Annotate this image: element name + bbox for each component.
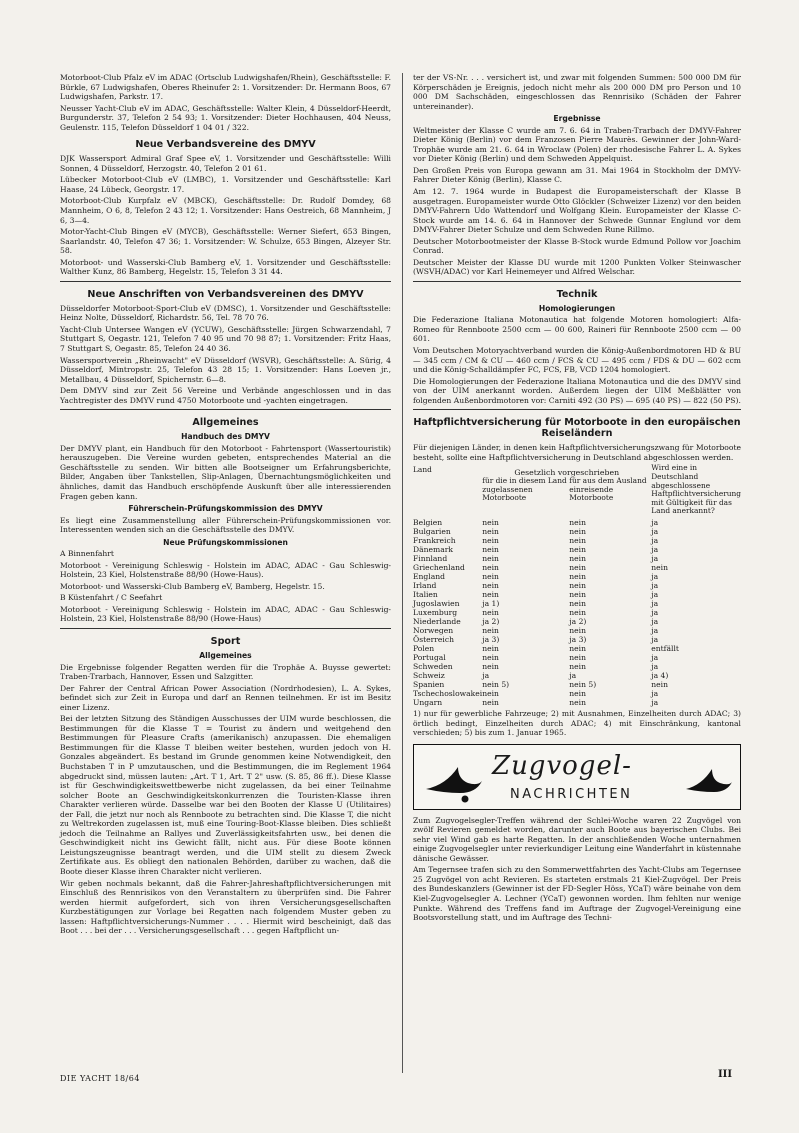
cell-domestic: nein	[482, 580, 499, 590]
cell-domestic: nein	[482, 571, 499, 581]
subsection-heading: Ergebnisse	[553, 114, 601, 124]
section-heading: Technik	[556, 288, 598, 300]
list-item: Motorboot - Vereinigung Schleswig - Holstein im ADAC, ADAC - Gau Schleswig-Holstein, 23 Kiel, Holstenstraße 88/90 (Howe-Haus).	[60, 560, 391, 580]
paragraph: Es liegt eine Zusammenstellung aller Führerschein-Prüfungskommissionen vor. Interessenten wenden sich an die Geschäftsstelle des DMYV.	[60, 515, 391, 535]
table-row	[413, 599, 741, 608]
page-number: III	[718, 1069, 733, 1080]
cell-recognized: ja	[651, 688, 659, 698]
cell-domestic: nein	[482, 607, 499, 617]
section-heading: Neue Anschriften von Verbandsvereinen des DMYV	[87, 288, 364, 300]
cell-recognized: ja	[651, 526, 659, 536]
cell-foreign: ja	[569, 670, 577, 680]
cell-foreign: nein	[569, 688, 586, 698]
list-item: A Binnenfahrt	[60, 549, 114, 559]
subsection-heading: Handbuch des DMYV	[181, 432, 270, 442]
paragraph: Den Großen Preis von Europa gewann am 31. Mai 1964 in Stockholm der DMYV-Fahrer Dieter König (Berlin), Klasse C.	[413, 165, 741, 185]
table-row	[413, 545, 741, 554]
cell-domestic: nein	[482, 517, 499, 527]
col-header-group: Gesetzlich vorgeschrieben	[514, 467, 620, 477]
table-row	[413, 563, 741, 572]
cell-domestic: nein	[482, 544, 499, 554]
table-row	[413, 590, 741, 599]
table-row	[413, 626, 741, 635]
right-column	[413, 73, 741, 925]
cell-land: Finnland	[413, 553, 448, 563]
cell-recognized: ja	[651, 697, 659, 707]
paragraph: ter der VS-Nr. . . . versichert ist, und zwar mit folgenden Summen: 500 000 DM für Körperschäden je Ereignis, jedoch nicht mehr als 200 000 DM pro Person und 10 000 DM Sachschäden, eingeschlossen das Rennrisiko (Schäden der Fahrer untereinander).	[413, 73, 741, 111]
cell-foreign: nein	[569, 535, 586, 545]
paragraph: Am 12. 7. 1964 wurde in Budapest die Europameisterschaft der Klasse B ausgetragen. Europameister wurde Otto Glöckler (Schweizer Lizenz) vor den beiden DMYV-Fahrern Udo Wattendorf und Wolfgang Klein. Europameister der Klasse C-Stock wurde am 14. 6. 64 in Hannover der Schwede Gunnar Englund vor dem DMYV-Fahrer Dieter Schulze und dem Schweden Rune Rillmo.	[413, 186, 741, 235]
paragraph: Weltmeister der Klasse C wurde am 7. 6. 64 in Traben-Trarbach der DMYV-Fahrer Dieter König (Berlin) vor dem Franzosen Pierre Maurès. Gewinner der John-Ward-Trophäe wurde am 21. 6. 64 in Wroclaw (Polen) der rhodesische Fahrer L. A. Sykes vor Dieter König (Berlin) und dem Schweden Appelquist.	[413, 125, 741, 164]
section-heading: Allgemeines	[192, 417, 259, 429]
cell-foreign: nein	[569, 589, 586, 599]
subsection-heading: Führerschein-Prüfungskommission des DMYV	[128, 504, 323, 514]
cell-land: Frankreich	[413, 535, 456, 545]
table-footnote: 1) nur für gewerbliche Fahrzeuge; 2) mit Ausnahmen, Einzelheiten durch ADAC; 3) örtlich bedingt, Einzelheiten durch ADAC; 4) mit Einschränkung, kantonal verschieden; 5) bis zum 1. Januar 1965.	[413, 708, 741, 738]
paragraph: Yacht-Club Untersee Wangen eV (YCUW), Geschäftsstelle: Jürgen Schwarzendahl, 7 Stuttgart S, Oegastr. 121, Telefon 7 40 95 und 70 98 87; 1. Vorsitzender: Fritz Haas, 7 Stuttgart S, Oegastr. 85, Telefon 24 40 36.	[60, 324, 391, 354]
cell-domestic: nein	[482, 625, 499, 635]
cell-land: Schweiz	[413, 670, 445, 680]
cell-domestic: ja	[482, 670, 490, 680]
cell-recognized: ja	[651, 634, 659, 644]
paragraph: Düsseldorfer Motorboot-Sport-Club eV (DMSC), 1. Vorsitzender und Geschäftsstelle: Heinz Nolte, Düsseldorf, Richardstr. 56, Tel. 78 70 76.	[60, 303, 391, 323]
cell-land: Polen	[413, 643, 435, 653]
cell-recognized: nein	[651, 562, 668, 572]
paragraph: Der DMYV plant, ein Handbuch für den Motorboot - Fahrtensport (Wassertouristik) herauszugeben. Die Vereine wurden gebeten, entsprechendes Material an die Geschäftsstelle zu senden. Wir bitten alle Bootseigner um Erfahrungsberichte, Bilder, Angaben über Tankstellen, Slip-Anlagen, Übernachtungsmöglichkeiten und ähnliches, damit das Handbuch erschöpfende Auskunft über alle interessierenden Fragen geben kann.	[60, 443, 391, 501]
cell-domestic: nein	[482, 697, 499, 707]
cell-recognized: ja	[651, 625, 659, 635]
table-row	[413, 617, 741, 626]
table-row	[413, 671, 741, 680]
cell-land: Tschechoslowakei	[413, 688, 483, 698]
paragraph: Wassersportverein „Rheinwacht" eV Düsseldorf (WSVR), Geschäftsstelle: A. Sürig, 4 Düsseldorf, Mintropstr. 25, Telefon 43 28 15; 1. Vorsitzender: Hans Loeven jr., Metallbau, 4 Düsseldorf, Spichernstr. 6—8.	[60, 355, 391, 384]
cell-land: Irland	[413, 580, 437, 590]
section-heading: Sport	[210, 636, 241, 648]
col-header-foreign: für aus dem Ausland einreisende Motorboote	[569, 476, 647, 503]
paragraph: Die Federazione Italiana Motonautica hat folgende Motoren homologiert: Alfa-Romeo für Rennboote 2500 ccm — 00 600, Raineri für Rennboote 2500 ccm — 00 601.	[413, 315, 741, 344]
cell-foreign: nein	[569, 607, 586, 617]
paragraph: Lübecker Motorboot-Club eV (LMBC), 1. Vorsitzender und Geschäftsstelle: Karl Haase, 24 Lübeck, Georgstr. 17.	[60, 175, 391, 194]
section-heading: Haftpflichtversicherung für Motorboote in den europäischen Reiseländern	[413, 417, 741, 440]
paragraph: Bei der letzten Sitzung des Ständigen Ausschusses der UIM wurde beschlossen, die Bestimmungen für die Klasse T = Tourist zu ändern und weitgehend den Bestimmungen für Pleasure Crafts (amerikanisch) anzupassen. Die ehemaligen Bestimmungen für die Klasse T bleiben weiter bestehen, wurden jedoch von H. Gonzales abgeändert. Es bestand im Grunde genommen keine Notwendigkeit, den Buchstaben T in P umzutauschen, und die Bestimmungen, die im Reglement 1964 abgedruckt sind, müssen lauten: „Art. T 1, Art. T 2" usw. (S. 85, 86 ff.). Diese Klasse ist für Geschwindigkeitswettbewerbe nicht zugelassen, da bei einer Teilnahme solcher Boote an Geschwindigkeitskonkurrenzen die Touristen-Klasse ihren Charakter verlieren würde. Dasselbe war bei den Booten der Klasse U (Utilitaires) der Fall, die jetzt nur noch als Rennboote zu betrachten sind. Die Klasse T, die nicht zu Weltrekorden zugelassen ist, muß eine Touring-Boot-Klasse bleiben. Dies schließt jedoch die Teilnahme an Rallyes und Zuverlässigkeitsfahrten usw., bei denen die Geschwindigkeit nicht ins Gewicht fällt, nicht aus. Für diese Boote können Leistungszeugnisse beantragt werden, und die UIM stellt zu diesem Zweck Zertifikate aus. Es obliegt den nationalen Behörden, darüber zu wachen, daß die Boote dieser Klasse ihren Charakter nicht verlieren.	[60, 714, 391, 876]
cell-foreign: nein	[569, 544, 586, 554]
cell-foreign: nein	[569, 652, 586, 662]
cell-recognized: ja	[651, 652, 659, 662]
paragraph: Zum Zugvogelsegler-Treffen während der Schlei-Woche waren 22 Zugvögel von zwölf Revieren gemeldet worden, darunter auch Boote aus bayerischen Clubs. Bei sehr viel Wind gab es harte Regatten. In der anschließenden Woche unternahmen einige Zugvogelsegler unter revierkundiger Leitung eine Wanderfahrt in küstennahe dänische Gewässer.	[413, 815, 741, 863]
table-row	[413, 635, 741, 644]
cell-recognized: ja	[651, 589, 659, 599]
table-row	[413, 554, 741, 563]
subsection-heading: Neue Prüfungskommissionen	[163, 537, 288, 547]
table-row	[413, 581, 741, 590]
cell-land: Jugoslawien	[413, 598, 460, 608]
cell-domestic: nein	[482, 643, 499, 653]
section-rule	[60, 281, 391, 282]
col-header-domestic: für die in diesem Land zugelassenen Motorboote	[482, 476, 567, 503]
cell-domestic: nein	[482, 553, 499, 563]
cell-land: Österreich	[413, 634, 454, 644]
list-item: Motorboot- und Wasserski-Club Bamberg eV, Bamberg, Hegelstr. 15.	[60, 581, 325, 591]
cell-recognized: ja	[651, 661, 659, 671]
section-heading: Neue Verbandsvereine des DMYV	[135, 139, 316, 151]
cell-foreign: nein	[569, 571, 586, 581]
cell-land: Schweden	[413, 661, 453, 671]
paragraph: Vom Deutschen Motoryachtverband wurden die König-Außenbordmotoren HD & BU — 345 ccm / CM & CU — 460 ccm / FCS & CU — 495 ccm / FDS & DU — 602 ccm und die König-Schalldämpfer FC, FCS, FB, VCD 1204 homologiert.	[413, 346, 741, 375]
paragraph: Der Fahrer der Central African Power Association (Nordrhodesien), L. A. Sykes, befindet sich zur Zeit in Europa und darf an Rennen teilnehmen. Er ist im Besitz einer Lizenz.	[60, 683, 391, 712]
cell-recognized: ja	[651, 598, 659, 608]
cell-land: Portugal	[413, 652, 446, 662]
paragraph: Deutscher Meister der Klasse DU wurde mit 1200 Punkten Volker Steinwascher (WSVH/ADAC) vor Karl Heinemeyer und Alfred Welschar.	[413, 257, 741, 277]
paragraph: Motorboot-Club Pfalz eV im ADAC (Ortsclub Ludwigshafen/Rhein), Geschäftsstelle: F. Bürkle, 67 Ludwigshafen, Oberes Rheinufer 2: 1. Vorsitzender: Dr. Hermann Boos, 67 Ludwigshafen, Parkstr. 17.	[60, 73, 391, 102]
table-row	[413, 653, 741, 662]
cell-recognized: ja	[651, 580, 659, 590]
bird-logo-right-icon	[684, 763, 734, 801]
cell-foreign: nein	[569, 553, 586, 563]
list-item: Motorboot - Vereinigung Schleswig - Holstein im ADAC, ADAC - Gau Schleswig-Holstein, 23 Kiel, Holstenstraße 88/90 (Howe-Haus)	[60, 604, 391, 624]
cell-domestic: ja 1)	[482, 598, 500, 608]
cell-foreign: nein	[569, 598, 586, 608]
cell-recognized: nein	[651, 679, 668, 689]
cell-land: Niederlande	[413, 616, 461, 626]
cell-foreign: nein	[569, 643, 586, 653]
cell-recognized: ja	[651, 616, 659, 626]
paragraph: Deutscher Motorbootmeister der Klasse B-Stock wurde Edmund Pollow vor Joachim Conrad.	[413, 236, 741, 256]
cell-foreign: ja 2)	[569, 616, 587, 626]
paragraph: Am Tegernsee trafen sich zu den Sommerwettfahrten des Yacht-Clubs am Tegernsee 25 Zugvögel von acht Revieren. Es starteten erstmals 21 Kiel-Zugvögel. Der Preis des Bundeskanzlers (Gewinner ist der FD-Segler Höss, YCaT) wäre beinahe von dem Kiel-Zugvogelsegler A. Lechner (YCaT) gewonnen worden. Ihm fehlten nur wenige Punkte. Während des Treffens fand im Auftrage der Zugvogel-Vereinigung eine Bootsvorstellung statt, und im Auftrage des Techni-	[413, 865, 741, 923]
section-rule	[60, 628, 391, 629]
col-header-recognized: Wird eine in Deutschland abgeschlossene Haftpflichtversicherung mit Gültigkeit für das Land anerkannt?	[651, 463, 741, 516]
col-header-land: Land	[413, 465, 432, 475]
table-row	[413, 608, 741, 617]
cell-recognized: ja 4)	[651, 670, 669, 680]
table-row	[413, 572, 741, 581]
cell-recognized: entfällt	[651, 643, 679, 653]
cell-foreign: ja 3)	[569, 634, 587, 644]
table-row	[413, 689, 741, 698]
cell-foreign: nein 5)	[569, 679, 597, 689]
paragraph: Motorboot- und Wasserski-Club Bamberg eV, 1. Vorsitzender und Geschäftsstelle: Walther Kunz, 86 Bamberg, Hegelstr. 15, Telefon 3 31 44.	[60, 257, 391, 277]
table-row	[413, 698, 741, 707]
insurance-table	[413, 464, 741, 707]
cell-foreign: nein	[569, 562, 586, 572]
bird-logo-left-icon	[424, 759, 484, 803]
section-rule	[413, 281, 741, 282]
section-rule	[413, 409, 741, 410]
paragraph: Für diejenigen Länder, in denen kein Haftpflichtversicherungszwang für Motorboote besteht, sollte eine Haftpflichtversicherung in Deutschland abgeschlossen werden.	[413, 443, 741, 462]
paragraph: Wir geben nochmals bekannt, daß die Fahrer-Jahreshaftpflichtversicherungen mit Einschluß des Rennrisikos von den Veranstaltern zu überprüfen sind. Die Fahrer werden hiermit aufgefordert, sich von ihren Versicherungsgesellschaften Kurzbestätigungen zur Vorlage bei Regatten nach folgendem Muster geben zu lassen: Haftpflichtversicherungs-Nummer . . . . Hiermit wird bescheinigt, daß das Boot . . . bei der . . . Versicherungsgesellschaft . . . gegen Haftpflicht un-	[60, 878, 391, 936]
cell-recognized: ja	[651, 517, 659, 527]
paragraph: DJK Wassersport Admiral Graf Spee eV, 1. Vorsitzender und Geschäftsstelle: Willi Sonnen, 4 Düsseldorf, Herzogstr. 40, Telefon 2 01 61.	[60, 154, 391, 173]
cell-foreign: nein	[569, 580, 586, 590]
zugvogel-subtitle: NACHRICHTEN	[510, 786, 633, 802]
cell-domestic: nein	[482, 589, 499, 599]
cell-domestic: ja 2)	[482, 616, 500, 626]
paragraph: Dem DMYV sind zur Zeit 56 Vereine und Verbände angeschlossen und in das Yachtregister des DMYV rund 4750 Motorboote und -yachten eingetragen.	[60, 386, 391, 405]
paragraph: Motor-Yacht-Club Bingen eV (MYCB), Geschäftsstelle: Werner Siefert, 653 Bingen, Saarlandstr. 40, Telefon 47 36; 1. Vorsitzender: W. Schulze, 653 Bingen, Alzeyer Str. 58.	[60, 227, 391, 256]
cell-land: Ungarn	[413, 697, 443, 707]
left-column	[60, 73, 391, 938]
cell-land: Belgien	[413, 517, 443, 527]
cell-domestic: nein	[482, 535, 499, 545]
table-row	[413, 680, 741, 689]
cell-foreign: nein	[569, 625, 586, 635]
section-rule	[60, 409, 391, 410]
cell-domestic: ja 3)	[482, 634, 500, 644]
cell-domestic: nein	[482, 562, 499, 572]
footer-issue: DIE YACHT 18/64	[60, 1074, 140, 1083]
cell-recognized: ja	[651, 553, 659, 563]
cell-foreign: nein	[569, 517, 586, 527]
paragraph: Motorboot-Club Kurpfalz eV (MBCK), Geschäftsstelle: Dr. Rudolf Domdey, 68 Mannheim, O 6, 8, Telefon 2 43 12; 1. Vorsitzender: Hans Oestreich, 68 Mannheim, J 6, 3—4.	[60, 196, 391, 225]
cell-domestic: nein 5)	[482, 679, 510, 689]
subsection-heading: Allgemeines	[199, 651, 252, 661]
cell-land: Spanien	[413, 679, 445, 689]
paragraph: Die Ergebnisse folgender Regatten werden für die Trophäe A. Buysse gewertet: Traben-Trarbach, Hannover, Essen und Salzgitter.	[60, 662, 391, 682]
table-row	[413, 527, 741, 536]
subsection-heading: Homologierungen	[538, 303, 616, 313]
cell-domestic: nein	[482, 688, 499, 698]
cell-land: Norwegen	[413, 625, 454, 635]
cell-recognized: ja	[651, 571, 659, 581]
cell-land: Griechenland	[413, 562, 465, 572]
column-divider	[402, 73, 403, 1073]
zugvogel-banner	[413, 744, 741, 810]
cell-recognized: ja	[651, 535, 659, 545]
table-row	[413, 644, 741, 653]
cell-domestic: nein	[482, 526, 499, 536]
table-row	[413, 518, 741, 527]
cell-foreign: nein	[569, 697, 586, 707]
cell-recognized: ja	[651, 544, 659, 554]
cell-domestic: nein	[482, 652, 499, 662]
table-row	[413, 662, 741, 671]
cell-land: Dänemark	[413, 544, 453, 554]
cell-land: Luxemburg	[413, 607, 458, 617]
zugvogel-title: Zugvogel-	[492, 750, 632, 781]
insurance-table-body	[413, 518, 741, 707]
paragraph: Die Homologierungen der Federazione Italiana Motonautica und die des DMYV sind von der UIM anerkannt worden. Außerdem liegen der UIM Meßblätter von folgenden Außenbordmotoren vor: Carniti 492 (30 PS) — 695 (40 PS) — 822 (50 PS).	[413, 376, 741, 405]
cell-land: England	[413, 571, 446, 581]
paragraph: Neusser Yacht-Club eV im ADAC, Geschäftsstelle: Walter Klein, 4 Düsseldorf-Heerdt, Burgunderstr. 37, Telefon 2 54 93; 1. Vorsitzender: Dieter Hochhausen, 404 Neuss, Geulenstr. 115, Telefon Düsseldorf 1 04 01 / 322.	[60, 103, 391, 132]
cell-domestic: nein	[482, 661, 499, 671]
cell-land: Bulgarien	[413, 526, 451, 536]
table-row	[413, 536, 741, 545]
cell-recognized: ja	[651, 607, 659, 617]
cell-land: Italien	[413, 589, 438, 599]
cell-foreign: nein	[569, 661, 586, 671]
list-item: B Küstenfahrt / C Seefahrt	[60, 593, 163, 603]
cell-foreign: nein	[569, 526, 586, 536]
